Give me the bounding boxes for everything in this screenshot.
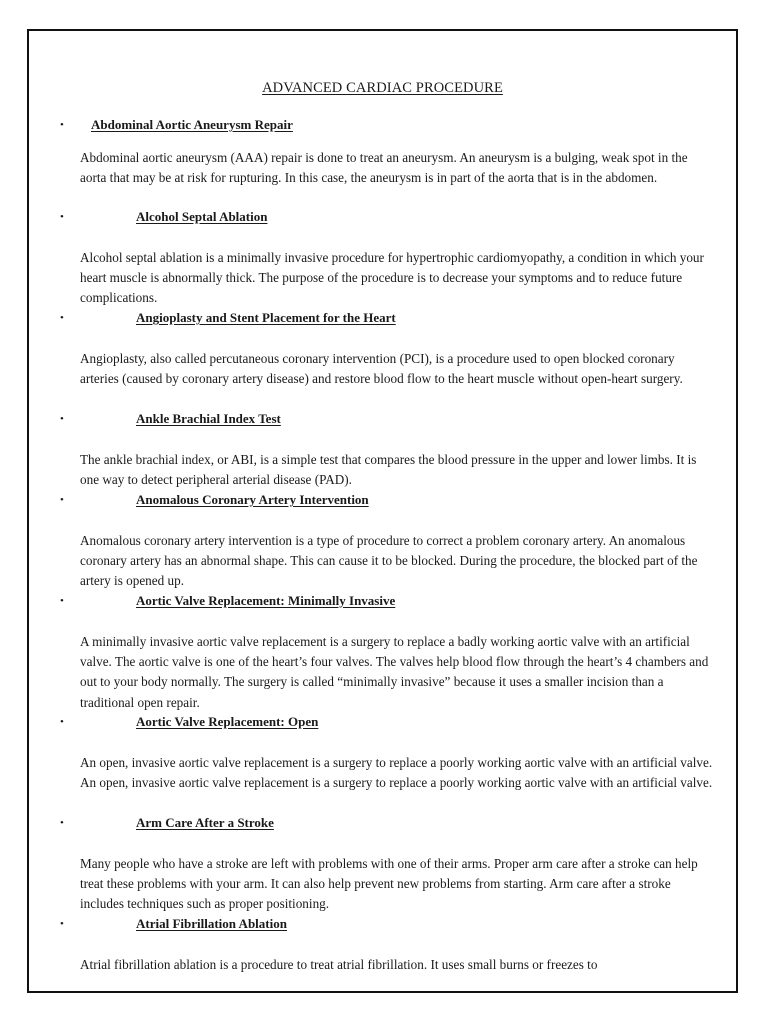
procedure-description: An open, invasive aortic valve replacement is a surgery to replace a poorly working aortic valve with an artificial valve. An open, invasive aortic valve replacement is a surgery to replace a poorly working aortic valve with an artificial valve. [80, 755, 713, 791]
procedure-heading: Aortic Valve Replacement: Minimally Invasive [136, 593, 396, 608]
procedure-description: Many people who have a stroke are left with problems with one of their arms. Proper arm care after a stroke can help treat these problems with your arm. It can also help prevent new problems from starting. Arm care after a stroke includes techniques such as proper positioning. [80, 856, 698, 912]
bullet-icon: • [60, 716, 64, 728]
procedure-description: Angioplasty, also called percutaneous coronary intervention (PCI), is a procedure used to open blocked coronary arteries (caused by coronary artery disease) and restore blood flow to the heart muscle without open-heart surgery. [80, 351, 683, 387]
document-page [27, 29, 738, 993]
bullet-icon: • [60, 413, 64, 425]
procedure-description: A minimally invasive aortic valve replacement is a surgery to replace a badly working aortic valve with an artificial valve. The aortic valve is one of the heart’s four valves. The valves help blood flow through the heart’s 4 chambers and out to your body normally. The surgery is called “minimally invasive” because it uses a smaller incision than a traditional open repair. [80, 634, 709, 710]
procedure-description: Atrial fibrillation ablation is a procedure to treat atrial fibrillation. It uses small burns or freezes to [80, 957, 598, 972]
bullet-icon: • [60, 817, 64, 829]
bullet-icon: • [60, 494, 64, 506]
procedure-heading: Anomalous Coronary Artery Intervention [136, 492, 369, 507]
procedure-heading: Alcohol Septal Ablation [136, 209, 268, 224]
procedure-heading: Ankle Brachial Index Test [136, 411, 281, 426]
document-title: ADVANCED CARDIAC PROCEDURE [262, 80, 503, 96]
procedure-heading: Aortic Valve Replacement: Open [136, 714, 319, 729]
bullet-icon: • [60, 918, 64, 930]
procedure-heading: Atrial Fibrillation Ablation [136, 916, 287, 931]
procedure-heading: Abdominal Aortic Aneurysm Repair [91, 117, 293, 132]
procedure-heading: Angioplasty and Stent Placement for the Heart [136, 310, 396, 325]
bullet-icon: • [60, 119, 64, 131]
procedure-description: The ankle brachial index, or ABI, is a simple test that compares the blood pressure in the upper and lower limbs. It is one way to detect peripheral arterial disease (PAD). [80, 452, 697, 488]
procedure-description: Anomalous coronary artery intervention is a type of procedure to correct a problem coronary artery. An anomalous coronary artery has an abnormal shape. This can cause it to be blocked. During the procedure, the blocked part of the artery is opened up. [80, 533, 698, 589]
bullet-icon: • [60, 312, 64, 324]
procedure-heading: Arm Care After a Stroke [136, 815, 274, 830]
bullet-icon: • [60, 595, 64, 607]
procedure-description: Alcohol septal ablation is a minimally invasive procedure for hypertrophic cardiomyopathy, a condition in which your heart muscle is abnormally thick. The purpose of the procedure is to decrease your symptoms and to reduce future complications. [80, 250, 704, 306]
bullet-icon: • [60, 211, 64, 223]
procedure-description: Abdominal aortic aneurysm (AAA) repair is done to treat an aneurysm. An aneurysm is a bulging, weak spot in the aorta that may be at risk for rupturing. In this case, the aneurysm is in part of the aorta that is in the abdomen. [80, 150, 688, 186]
